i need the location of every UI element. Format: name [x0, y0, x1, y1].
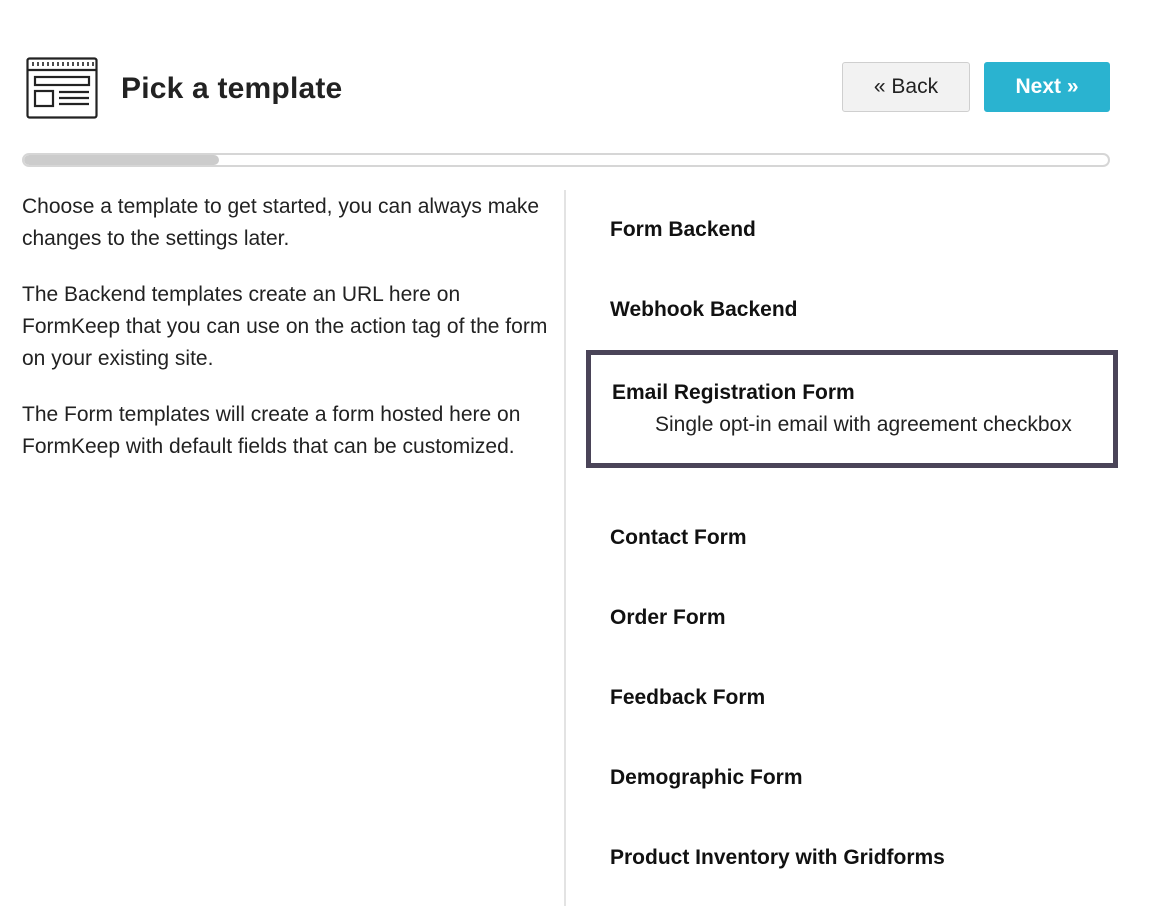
- template-name: Product Inventory with Gridforms: [610, 846, 945, 869]
- template-name: Demographic Form: [610, 766, 803, 789]
- intro-paragraph: The Backend templates create an URL here on FormKeep that you can use on the action tag of the form on your existing site.: [22, 283, 548, 370]
- page-header: [0, 0, 1170, 140]
- progress-bar: [22, 153, 1110, 167]
- template-item-form-backend[interactable]: [586, 216, 1118, 244]
- progress-fill: [24, 155, 219, 165]
- column-divider: [564, 190, 566, 906]
- intro-paragraph: Choose a template to get started, you can always make changes to the settings later.: [22, 195, 540, 250]
- template-name: Contact Form: [610, 526, 747, 549]
- template-item-email-registration-form[interactable]: [586, 350, 1118, 468]
- template-description: Single opt-in email with agreement checkbox: [655, 413, 1072, 436]
- template-name: Form Backend: [610, 218, 756, 241]
- template-item-demographic-form[interactable]: [586, 764, 1118, 792]
- page-title: Pick a template: [121, 72, 343, 105]
- template-layout-icon: [26, 57, 98, 119]
- template-item-product-inventory-gridforms[interactable]: [586, 844, 1118, 872]
- intro-paragraph: The Form templates will create a form hosted here on FormKeep with default fields that can be customized.: [22, 403, 521, 458]
- template-name: Webhook Backend: [610, 298, 798, 321]
- next-button[interactable]: Next »: [984, 62, 1110, 112]
- template-item-feedback-form[interactable]: [586, 684, 1118, 712]
- template-name: Feedback Form: [610, 686, 766, 709]
- template-name: Order Form: [610, 606, 726, 629]
- back-button[interactable]: « Back: [842, 62, 970, 112]
- intro-text: [22, 191, 557, 487]
- template-item-order-form[interactable]: [586, 604, 1118, 632]
- template-name: Email Registration Form: [612, 381, 855, 404]
- template-item-contact-form[interactable]: [586, 524, 1118, 552]
- template-item-webhook-backend[interactable]: [586, 296, 1118, 324]
